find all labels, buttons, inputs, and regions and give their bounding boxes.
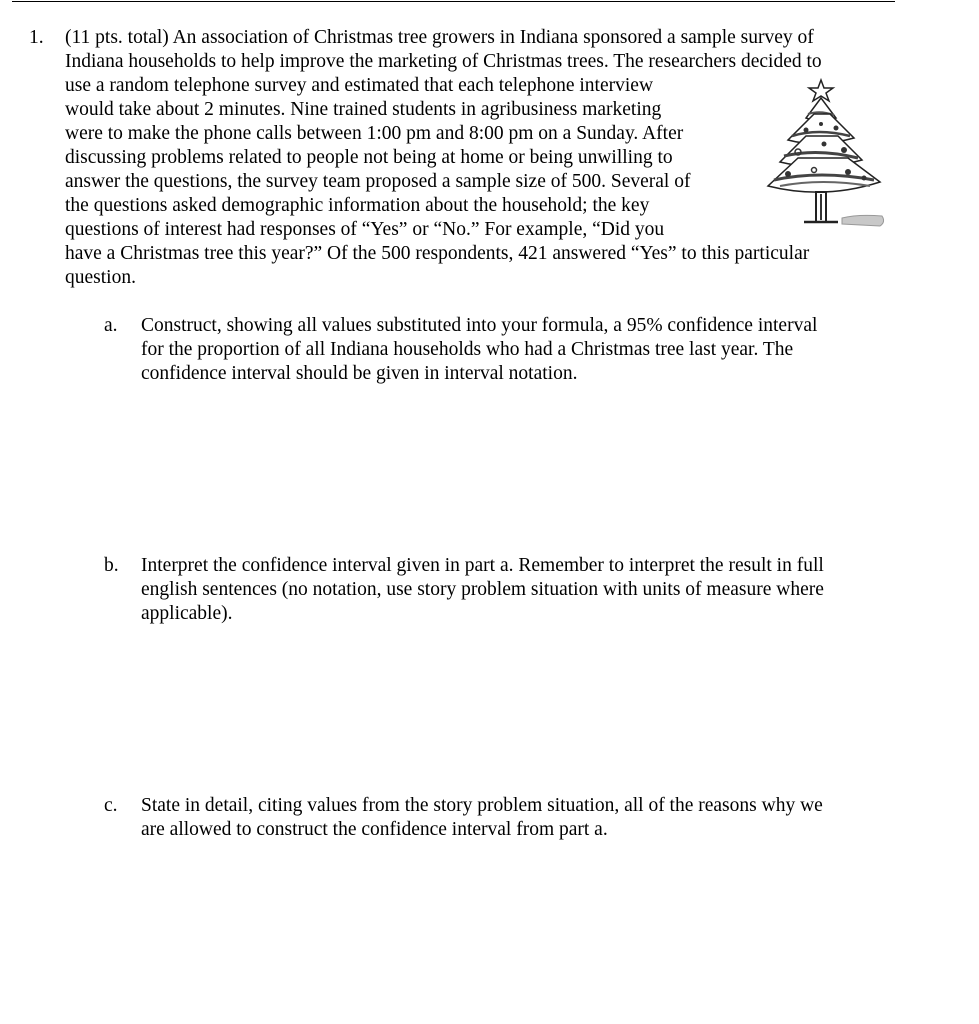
top-rule [12,1,895,2]
intro-line: questions of interest had responses of “Yes” or “No.” For example, “Did you [65,219,665,240]
part-c-line: are allowed to construct the confidence interval from part a. [141,819,608,840]
intro-line: the questions asked demographic information about the household; the key [65,195,650,216]
part-a-line: Construct, showing all values substituted into your formula, a 95% confidence interval [141,315,818,336]
intro-line: question. [65,267,136,288]
part-a-line: confidence interval should be given in interval notation. [141,363,578,384]
part-a-line: for the proportion of all Indiana households who had a Christmas tree last year. The [141,339,794,360]
intro-line: have a Christmas tree this year?” Of the 500 respondents, 421 answered “Yes” to this particular [65,243,810,264]
intro-line: use a random telephone survey and estimated that each telephone interview [65,75,654,96]
intro-line: answer the questions, the survey team proposed a sample size of 500. Several of [65,171,691,192]
part-b-line: english sentences (no notation, use story problem situation with units of measure where [141,579,824,600]
intro-line: would take about 2 minutes. Nine trained students in agribusiness marketing [65,99,662,120]
christmas-tree-icon [758,74,888,244]
part-a-letter: a. [104,315,118,336]
part-c-line: State in detail, citing values from the story problem situation, all of the reasons why we [141,795,823,816]
intro-line: were to make the phone calls between 1:00 pm and 8:00 pm on a Sunday. After [65,123,684,144]
part-b-line: applicable). [141,603,233,624]
part-b-line: Interpret the confidence interval given in part a. Remember to interpret the result in full [141,555,824,576]
intro-line: discussing problems related to people not being at home or being unwilling to [65,147,673,168]
intro-line: (11 pts. total) An association of Christmas tree growers in Indiana sponsored a sample survey of [65,27,814,48]
intro-line: Indiana households to help improve the marketing of Christmas trees. The researchers decided to [65,51,822,72]
question-number: 1. [29,27,44,48]
part-c-letter: c. [104,795,118,816]
part-b-letter: b. [104,555,119,576]
